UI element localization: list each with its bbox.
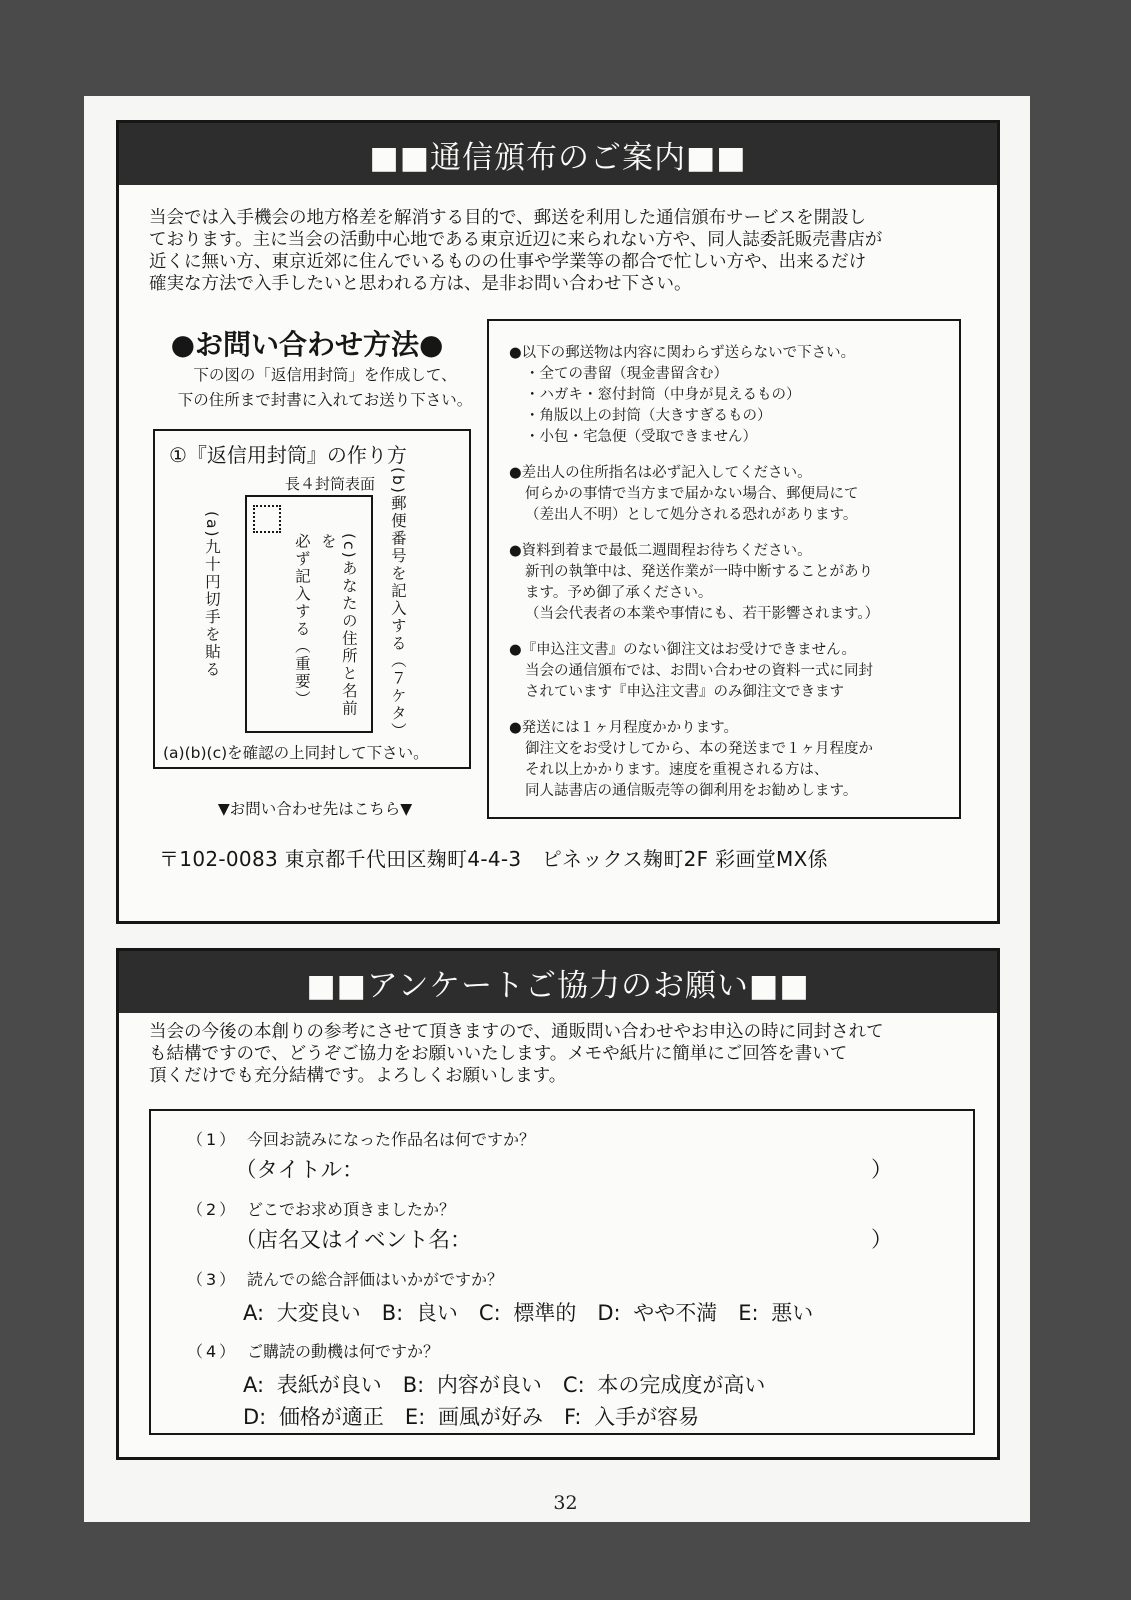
page-sheet — [84, 96, 1030, 1522]
survey-title: ■■アンケートご協力のお願い■■ — [119, 951, 997, 1013]
envelope-note-c-line2: 必ず記入する（重要） — [292, 533, 311, 708]
motive-options-row2: D: 価格が適正 E: 画風が好み F: 入手が容易 — [243, 1405, 700, 1429]
mail-order-title: ■■通信頒布のご案内■■ — [119, 123, 997, 185]
rating-options: A: 大変良い B: 良い C: 標準的 D: やや不満 E: 悪い — [243, 1301, 814, 1325]
stamp-placeholder-icon — [253, 505, 281, 533]
notice-item: ●資料到着まで最低二週間程お待ちください。 新刊の執筆中は、発送作業が一時中断することがあり ます。予め御了承ください。 （当会代表者の本業や事情にも、若干影響されます。） — [509, 543, 880, 622]
envelope-face-label: 長４封筒表面 — [285, 475, 376, 493]
notice-item: ●発送には１ヶ月程度かかります。 御注文をお受けしてから、本の発送まで１ヶ月程度か それ以上かかります。速度を重視される方は、 同人誌書店の通信販売等の御利用をお勧めします。 — [509, 720, 873, 799]
envelope-note-a: (a)九十円切手を貼る — [202, 511, 221, 679]
answer-store-field: （店名又はイベント名： — [235, 1228, 472, 1253]
envelope-note-c-line1: (c)あなたの住所と名前を — [318, 533, 358, 718]
question-3: （3） 読んでの総合評価はいかがですか？ — [187, 1270, 504, 1289]
mail-order-intro: 当会では入手機会の地方格差を解消する目的で、郵送を利用した通信頒布サービスを開設し ております。主に当会の活動中心地である東京近辺に来られない方や、同人誌委託販売書店が 近くに無い方、東京近郊に住んでいるものの仕事や学業等の都合で忙しい方や、出来るだけ 確実な方法で入手したいと思われる方は、是非お問い合わせ下さい。 — [149, 208, 883, 294]
envelope-outline — [245, 495, 373, 733]
notice-item: ●以下の郵送物は内容に関わらず送らないで下さい。 ・全ての書留（現金書留含む） ・ハガキ・窓付封筒（中身が見えるもの） ・角版以上の封筒（大きすぎるもの） ・小包・宅急便（受取できません） — [509, 345, 856, 445]
notice-item: ●差出人の住所指名は必ず記入してください。 何らかの事情で当方まで届かない場合、郵便局にて （差出人不明）として処分される恐れがあります。 — [509, 465, 859, 523]
answer-title-close: ） — [871, 1158, 893, 1183]
survey-questions-box — [149, 1109, 975, 1435]
mail-order-section — [116, 120, 1000, 924]
page-number: 32 — [553, 1492, 578, 1514]
question-4: （4） ご購読の動機は何ですか？ — [187, 1342, 440, 1361]
answer-title-field: （タイトル： — [235, 1158, 364, 1183]
inquiry-method-instructions: 下の図の「返信用封筒」を作成して、 下の住所まで封書に入れてお送り下さい。 — [177, 366, 473, 409]
envelope-diagram — [153, 429, 471, 769]
answer-store-close: ） — [871, 1228, 893, 1253]
envelope-diagram-footer: (a)(b)(c)を確認の上同封して下さい。 — [163, 744, 429, 762]
contact-heading: ▼お問い合わせ先はこちら▼ — [217, 800, 413, 818]
survey-intro: 当会の今後の本創りの参考にさせて頂きますので、通販問い合わせやお申込の時に同封されて も結構ですので、どうぞご協力をお願いいたします。メモや紙片に簡単にご回答を書いて 頂くだけでも充分結構です。よろしくお願いします。 — [149, 1022, 884, 1086]
motive-options-row1: A: 表紙が良い B: 内容が良い C: 本の完成度が高い — [243, 1373, 766, 1397]
notice-box — [487, 319, 961, 819]
notice-item: ●『申込注文書』のない御注文はお受けできません。 当会の通信頒布では、お問い合わせの資料一式に同封 されています『申込注文書』のみ御注文できます — [509, 642, 873, 700]
envelope-note-b: (b)郵便番号を記入する（７ケタ） — [388, 467, 407, 740]
survey-section — [116, 948, 1000, 1460]
question-1: （1） 今回お読みになった作品名は何ですか？ — [187, 1130, 536, 1149]
envelope-diagram-title: ①『返信用封筒』の作り方 — [169, 443, 407, 467]
inquiry-method-title: ●お問い合わせ方法● — [170, 328, 444, 361]
question-2: （2） どこでお求め頂きましたか？ — [187, 1200, 456, 1219]
contact-address: 〒102-0083 東京都千代田区麹町4-4-3 ピネックス麹町2F 彩画堂MX係 — [159, 847, 828, 871]
